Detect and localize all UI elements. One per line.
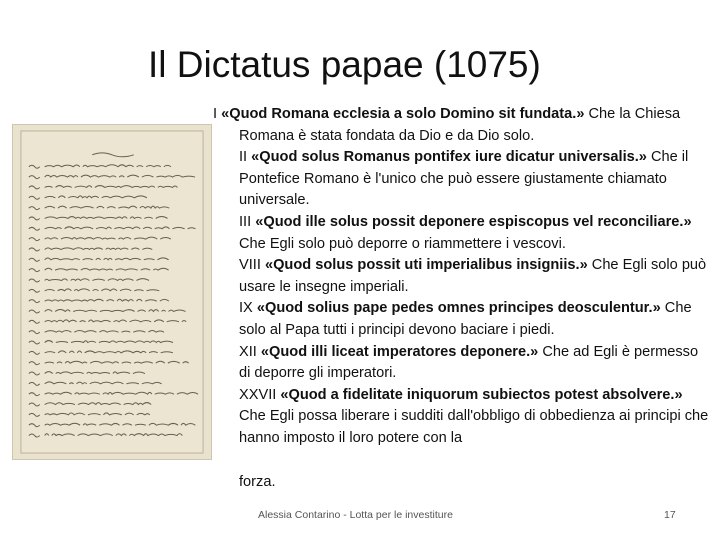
latin-text: «Quod solus possit uti imperialibus insigniis.» [264,257,588,274]
italian-text: Che Egli possa liberare i sudditi dall'obbligo di obbedienza ai principi che hanno imposto il loro potere con la [239,408,709,446]
item-number: XXVII [239,386,277,403]
item-number: II [239,149,248,166]
latin-text: «Quod Romana ecclesia a solo Domino sit fundata.» [221,106,585,122]
item-number: IX [239,300,253,317]
item-1 [213,104,713,147]
latin-text: «Quod a fidelitate iniquorum subiectos potest absolvere.» [280,386,683,403]
manuscript-drawing [13,125,211,459]
item-3 [213,212,713,255]
item-9 [213,298,713,341]
italian-text: Che la Chiesa Romana è stata fondata da Dio e da Dio solo. [239,106,681,144]
manuscript-image [12,124,212,460]
italian-text: Che il Pontefice Romano è l'unico che può essere giustamente chiamato universale. [239,149,689,209]
item-number: I [213,106,218,122]
slide-title: Il Dictatus papae (1075) [148,44,541,85]
italian-text: Che solo al Papa tutti i principi devono baciare i piedi. [239,300,692,338]
latin-text: «Quod solus Romanus pontifex iure dicatur universalis.» [251,149,647,166]
italian-text: Che ad Egli è permesso di deporre gli imperatori. [239,343,699,382]
item-27 [213,385,713,450]
slide-footer: Alessia Contarino - Lotta per le investiture [258,509,453,521]
item-number: VIII [239,257,261,274]
latin-text: «Quod illi liceat imperatores deponere.» [260,343,539,360]
item-8 [213,255,713,298]
page-number: 17 [664,509,676,521]
item-number: III [239,213,252,230]
italian-text: Che Egli solo può deporre o riammettere i vescovi. [239,235,566,252]
item-number: XII [239,343,257,360]
italian-text: Che Egli solo può usare le insegne imperiali. [239,257,707,295]
dictatus-text [213,104,713,493]
latin-text: «Quod ille solus possit deponere espiscopus vel reconciliare.» [255,213,692,230]
item-12 [213,342,713,385]
last-word: forza. [239,473,276,490]
item-2 [213,147,713,212]
latin-text: «Quod solius pape pedes omnes principes deosculentur.» [256,300,661,317]
